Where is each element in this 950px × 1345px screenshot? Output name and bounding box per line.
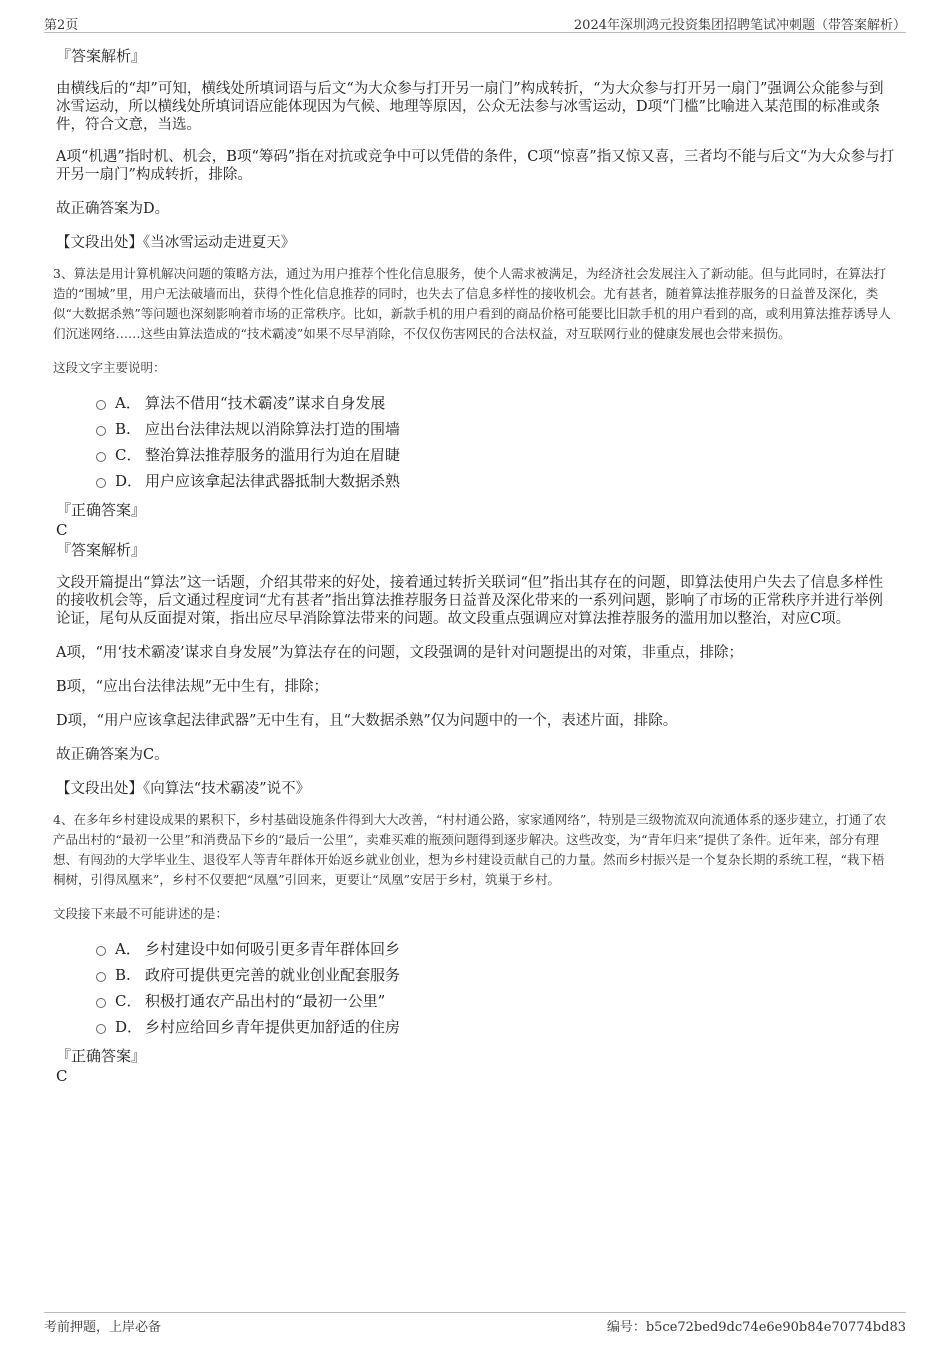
document-title: 2024年深圳鸿元投资集团招聘笔试冲刺题（带答案解析） — [573, 18, 906, 33]
q3-option-a[interactable]: A． 算法不借用“技术霸凌”谋求自身发展 — [96, 390, 896, 416]
q4-question: 文段接下来最不可能讲述的是： — [53, 906, 229, 921]
q3-question: 这段文字主要说明： — [53, 360, 166, 375]
q3-option-b[interactable]: B. 应出台法律法规以消除算法打造的围墙 — [96, 416, 896, 442]
q3-answer-label: 『正确答案』 — [56, 501, 147, 519]
radio-icon[interactable] — [96, 946, 106, 956]
radio-icon[interactable] — [96, 1024, 106, 1034]
radio-icon[interactable] — [96, 400, 106, 410]
q2-analysis-label: 『答案解析』 — [56, 47, 147, 65]
q3-option-d[interactable]: D． 用户应该拿起法律武器抵制大数据杀熟 — [96, 468, 896, 494]
q3-analysis-p1: 文段开篇提出“算法”这一话题，介绍其带来的好处，接着通过转折关联词“但”指出其存在的问题，即算法使用户失去了信息多样性的接收机会等，后文通过程度词“尤有甚者”指出算法推荐服务日益普及深化带来的一系列问题，影响了市场的正常秩序并进行举例论证，尾句从反面提对策，指出应尽早消除算法带来的问题。故文段重点强调应对算法推荐服务的滥用加以整治，对应C项。 — [56, 575, 884, 627]
q4-options — [56, 936, 896, 1040]
page-number: 第2页 — [44, 18, 79, 33]
q3-options — [56, 390, 896, 494]
q4-answer-label: 『正确答案』 — [56, 1047, 147, 1065]
q2-conclusion: 故正确答案为D。 — [56, 201, 170, 217]
q3-stem: 3、算法是用计算机解决问题的策略方法，通过为用户推荐个性化信息服务，使个人需求被满足，为经济社会发展注入了新动能。但与此同时，在算法打造的“围城”里，用户无法破墙而出，获得个性化信息推荐的同时，也失去了信息多样性的接收机会。尤有甚者，随着算法推荐服务的日益普及深化，类似“大数据杀熟”等问题也深刻影响着市场的正常秩序。比如，新款手机的用户看到的商品价格可能要比旧款手机的用户看到的高，或利用算法推荐诱导人们沉迷网络……这些由算法造成的“技术霸凌”如果不尽早消除，不仅仅伤害网民的合法权益，对互联网行业的健康发展也会带来损伤。 — [53, 266, 891, 341]
q3-conclusion: 故正确答案为C。 — [56, 747, 169, 763]
radio-icon[interactable] — [96, 972, 106, 982]
document-body — [53, 46, 896, 1086]
q3-source: 【文段出处】《向算法“技术霸凌”说不》 — [56, 781, 311, 797]
q4-option-a[interactable]: A． 乡村建设中如何吸引更多青年群体回乡 — [96, 936, 896, 962]
radio-icon[interactable] — [96, 998, 106, 1008]
q2-analysis-p1: 由横线后的“却”可知，横线处所填词语与后文“为大众参与打开另一扇门”构成转折，“为大众参与打开另一扇门”强调公众能参与到冰雪运动，所以横线处所填词语应能体现因为气候、地理等原因，公众无法参与冰雪运动，D项“门槛”比喻进入某范围的标准或条件，符合文意，当选。 — [56, 81, 884, 133]
radio-icon[interactable] — [96, 426, 106, 436]
q3-analysis-p2: A项，“用‘技术霸凌’谋求自身发展”为算法存在的问题，文段强调的是针对问题提出的对策，非重点，排除； — [56, 645, 744, 661]
page-footer — [44, 1312, 906, 1336]
q2-analysis-p2: A项“机遇”指时机、机会，B项“筹码”指在对抗或竞争中可以凭借的条件，C项“惊喜”指又惊又喜，三者均不能与后文“为大众参与打开另一扇门”构成转折，排除。 — [56, 149, 895, 183]
q4-option-c[interactable]: C． 积极打通农产品出村的“最初一公里” — [96, 988, 896, 1014]
q3-analysis-label: 『答案解析』 — [56, 541, 147, 559]
q2-source: 【文段出处】《当冰雪运动走进夏天》 — [56, 235, 296, 251]
radio-icon[interactable] — [96, 452, 106, 462]
q3-answer: C — [56, 521, 68, 539]
q4-answer: C — [56, 1067, 68, 1085]
q3-analysis-p4: D项，“用户应该拿起法律武器”无中生有，且“大数据杀熟”仅为问题中的一个，表述片面，排除。 — [56, 713, 678, 729]
q3-option-c[interactable]: C． 整治算法推荐服务的滥用行为迫在眉睫 — [96, 442, 896, 468]
footer-slogan: 考前押题，上岸必备 — [44, 1320, 162, 1335]
q4-option-d[interactable]: D． 乡村应给回乡青年提供更加舒适的住房 — [96, 1014, 896, 1040]
document-id: 编号：b5ce72bed9dc74e6e90b84e70774bd83 — [606, 1320, 906, 1335]
radio-icon[interactable] — [96, 478, 106, 488]
q3-analysis-p3: B项，“应出台法律法规”无中生有，排除； — [56, 679, 328, 695]
q4-stem: 4、在多年乡村建设成果的累积下，乡村基础设施条件得到大大改善，“村村通公路，家家通网络”，特别是三级物流双向流通体系的逐步建立，打通了农产品出村的“最初一公里”和消费品下乡的“最后一公里”，卖难买难的瓶颈问题得到逐步解决。这些改变，为“青年归来”提供了条件。近年来，部分有理想、有闯劲的大学毕业生、退役军人等青年群体开始返乡就业创业，想为乡村建设贡献自己的力量。然而乡村振兴是一个复杂长期的系统工程，“栽下梧桐树，引得凤凰来”，乡村不仅要把“凤凰”引回来，更要让“凤凰”安居于乡村，筑巢于乡村。 — [53, 812, 887, 887]
q4-option-b[interactable]: B. 政府可提供更完善的就业创业配套服务 — [96, 962, 896, 988]
page-header — [44, 14, 906, 33]
